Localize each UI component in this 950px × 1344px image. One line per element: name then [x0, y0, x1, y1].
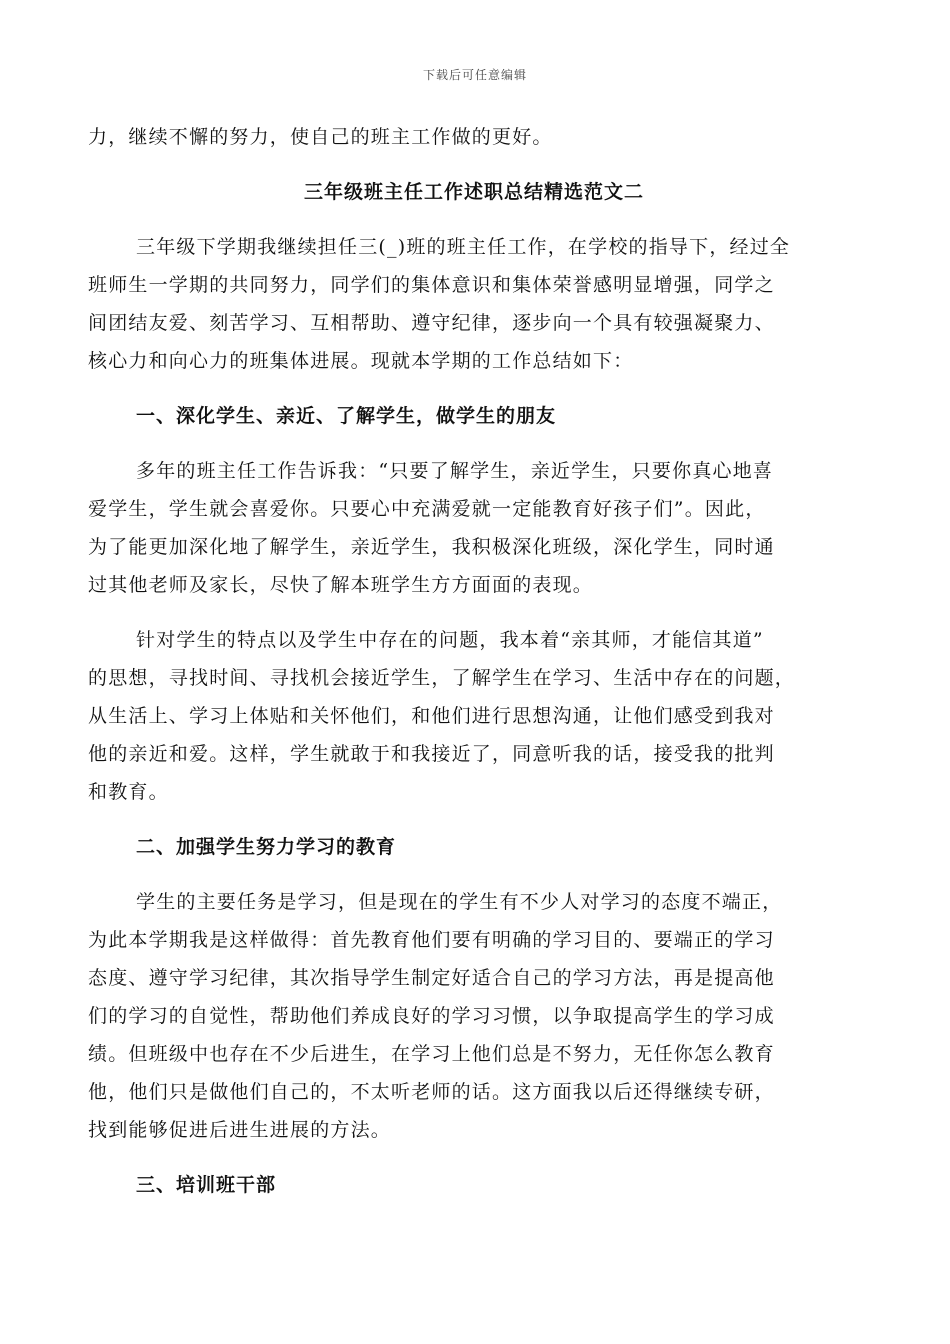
paragraph-line: 他，他们只是做他们自己的，不太听老师的话。这方面我以后还得继续专研，	[88, 1081, 775, 1103]
paragraph-line: 多年的班主任工作告诉我：“只要了解学生，亲近学生，只要你真心地喜	[136, 460, 774, 482]
paragraph-line: 他的亲近和爱。这样，学生就敢于和我接近了，同意听我的话，接受我的批判	[88, 743, 775, 765]
intro-paragraph	[88, 228, 860, 380]
paragraph-line: 核心力和向心力的班集体进展。现就本学期的工作总结如下：	[88, 350, 634, 372]
document-title: 三年级班主任工作述职总结精选范文二	[303, 181, 644, 203]
paragraph-line: 的思想，寻找时间、寻找机会接近学生，了解学生在学习、生活中存在的问题，	[88, 667, 796, 689]
paragraph-line: 为此本学期我是这样做得：首先教育他们要有明确的学习目的、要端正的学习	[88, 929, 775, 951]
section-heading-1: 一、深化学生、亲近、了解学生，做学生的朋友	[136, 405, 557, 427]
page-header: 下载后可任意编辑	[422, 68, 527, 82]
paragraph-line: 班师生一学期的共同努力，同学们的集体意识和集体荣誉感明显增强，同学之	[88, 274, 775, 296]
paragraph-line: 学生的主要任务是学习，但是现在的学生有不少人对学习的态度不端正，	[136, 891, 783, 913]
paragraph-line: 针对学生的特点以及学生中存在的问题，我本着“亲其师，才能信其道”	[136, 629, 764, 651]
section1-paragraph-2	[88, 621, 860, 811]
section-heading-3: 三、培训班干部	[136, 1174, 277, 1196]
paragraph-line: 从生活上、学习上体贴和关怀他们，和他们进行思想沟通，让他们感受到我对	[88, 705, 775, 727]
paragraph-line: 绩。但班级中也存在不少后进生，在学习上他们总是不努力，无任你怎么教育	[88, 1043, 775, 1065]
paragraph-line: 为了能更加深化地了解学生，亲近学生，我积极深化班级，深化学生，同时通	[88, 536, 775, 558]
paragraph-line: 和教育。	[88, 781, 169, 803]
paragraph-line: 找到能够促进后进生进展的方法。	[88, 1119, 392, 1141]
paragraph-line: 三年级下学期我继续担任三(_)班的班主任工作，在学校的指导下，经过全	[136, 236, 791, 258]
paragraph-line: 过其他老师及家长，尽快了解本班学生方方面面的表现。	[88, 574, 594, 596]
paragraph-line: 态度、遵守学习纪律，其次指导学生制定好适合自己的学习方法，再是提高他	[88, 967, 775, 989]
section2-paragraph-1	[88, 883, 860, 1149]
continuation-line: 力，继续不懈的努力，使自己的班主工作做的更好。	[88, 126, 553, 148]
paragraph-line: 们的学习的自觉性，帮助他们养成良好的学习习惯，以争取提高学生的学习成	[88, 1005, 775, 1027]
section1-paragraph-1	[88, 452, 860, 604]
document-body	[88, 118, 860, 1221]
section-heading-2: 二、加强学生努力学习的教育	[136, 836, 397, 858]
paragraph-line: 间团结友爱、刻苦学习、互相帮助、遵守纪律，逐步向一个具有较强凝聚力、	[88, 312, 775, 334]
paragraph-line: 爱学生，学生就会喜爱你。只要心中充满爱就一定能教育好孩子们”。因此，	[88, 498, 766, 520]
